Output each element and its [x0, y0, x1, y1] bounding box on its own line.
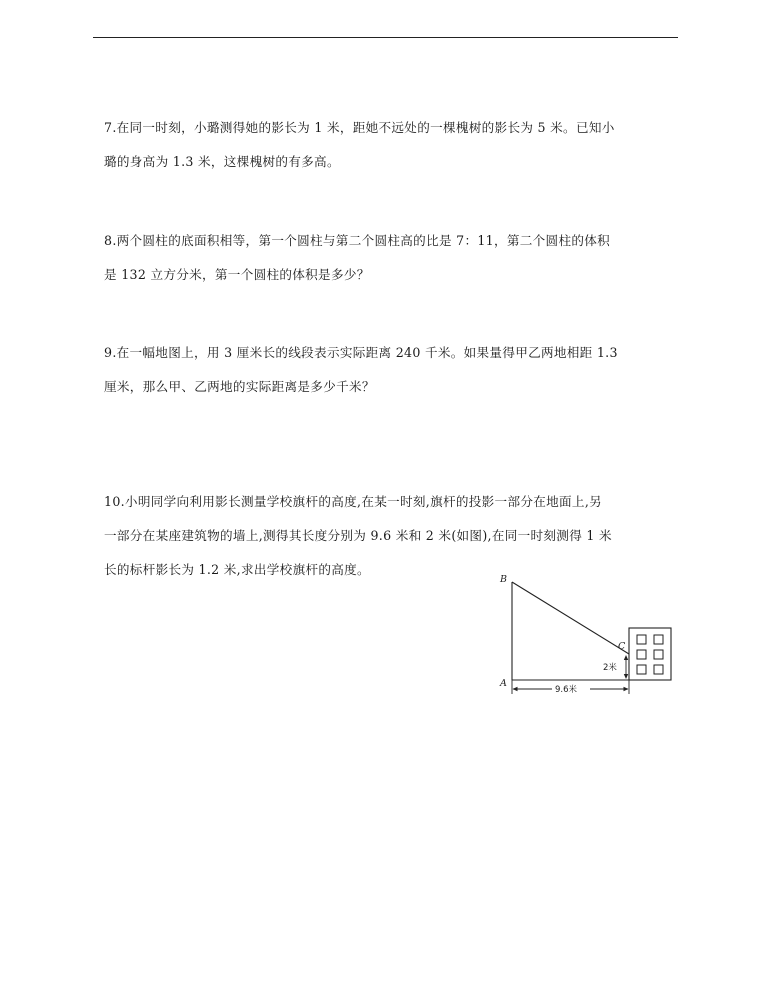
question-7-line-1: 7.在同一时刻，小璐测得她的影长为 1 米，距她不远处的一棵槐树的影长为 5 米。已知小 — [104, 120, 615, 135]
flagpole-diagram — [494, 570, 679, 705]
question-9 — [104, 336, 670, 404]
building-window — [637, 635, 646, 644]
question-8-line-1: 8.两个圆柱的底面积相等，第一个圆柱与第二个圆柱高的比是 7：11，第二个圆柱的体积 — [104, 233, 611, 248]
question-9-line-1: 9.在一幅地图上，用 3 厘米长的线段表示实际距离 240 千米。如果量得甲乙两地相距 1.3 — [104, 345, 618, 360]
building-window — [654, 665, 663, 674]
question-10-line-3: 长的标杆影长为 1.2 米,求出学校旗杆的高度。 — [104, 562, 370, 577]
sun-ray-line — [512, 582, 629, 654]
wall-height-label: 2米 — [603, 663, 617, 673]
question-9-line-2: 厘米，那么甲、乙两地的实际距离是多少千米？ — [104, 379, 375, 394]
question-7 — [104, 111, 670, 179]
question-8 — [104, 224, 670, 292]
question-10-line-2: 一部分在某座建筑物的墙上,测得其长度分别为 9.6 米和 2 米(如图),在同一时刻测得 1 米 — [104, 528, 612, 543]
point-label-c: C — [618, 641, 626, 652]
question-7-line-2: 璐的身高为 1.3 米，这棵槐树的有多高。 — [104, 154, 340, 169]
building-window — [637, 650, 646, 659]
ground-length-label: 9.6米 — [555, 685, 578, 695]
building-window — [637, 665, 646, 674]
building-window — [654, 650, 663, 659]
arrow-right-icon — [624, 687, 629, 691]
question-8-line-2: 是 132 立方分米，第一个圆柱的体积是多少？ — [104, 267, 370, 282]
point-label-b: B — [500, 574, 507, 585]
point-label-a: A — [500, 678, 507, 689]
header-rule — [93, 37, 678, 38]
question-10-line-1: 10.小明同学向利用影长测量学校旗杆的高度,在某一时刻,旗杆的投影一部分在地面上,另 — [104, 494, 603, 509]
building-window — [654, 635, 663, 644]
arrow-left-icon — [513, 687, 518, 691]
building-outline — [629, 628, 671, 680]
arrow-down-icon — [624, 674, 628, 679]
arrow-up-icon — [624, 655, 628, 660]
flagpole-shadow-figure — [494, 570, 679, 705]
